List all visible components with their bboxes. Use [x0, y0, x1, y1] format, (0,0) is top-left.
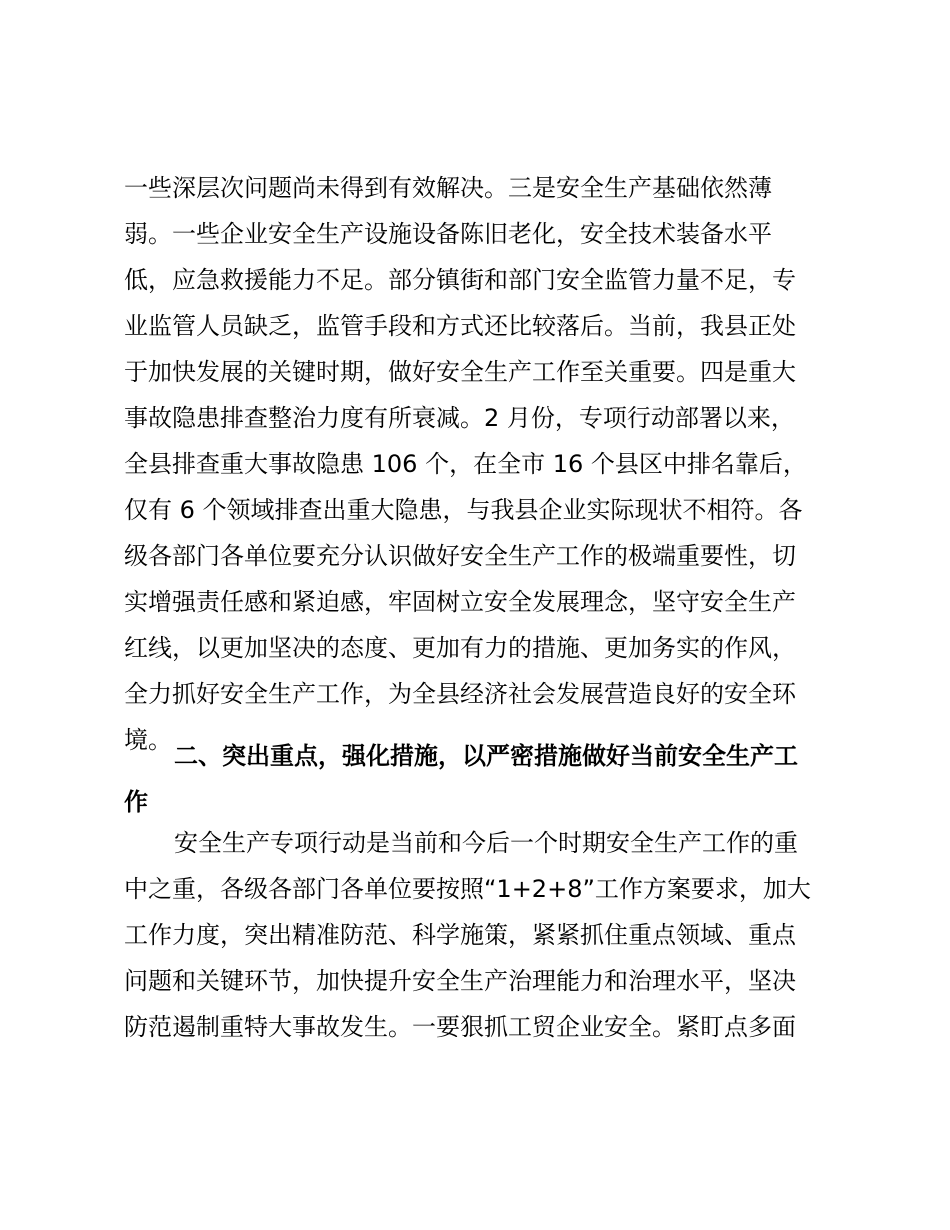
- paragraph-line: 中之重，各级各部门各单位要按照“1+2+8”工作方案要求，加大: [124, 875, 811, 903]
- paragraph-line: 红线，以更加坚决的态度、更加有力的措施、更加务实的作风，: [124, 634, 796, 662]
- paragraph-line: 问题和关键环节，加快提升安全生产治理能力和治理水平，坚决: [124, 967, 796, 995]
- paragraph-line: 安全生产专项行动是当前和今后一个时期安全生产工作的重: [174, 829, 798, 857]
- paragraph-line: 工作力度，突出精准防范、科学施策，紧紧抓住重点领域、重点: [124, 921, 796, 949]
- body-paragraph-2: [124, 820, 824, 1050]
- body-paragraph-1: [124, 165, 824, 763]
- paragraph-line: 于加快发展的关键时期，做好安全生产工作至关重要。四是重大: [124, 358, 796, 386]
- paragraph-line: 业监管人员缺乏，监管手段和方式还比较落后。当前，我县正处: [124, 312, 796, 340]
- paragraph-line: 一些深层次问题尚未得到有效解决。三是安全生产基础依然薄: [124, 174, 772, 202]
- paragraph-line: 级各部门各单位要充分认识做好安全生产工作的极端重要性，切: [124, 542, 796, 570]
- paragraph-line: 防范遏制重特大事故发生。一要狠抓工贸企业安全。紧盯点多面: [124, 1013, 796, 1041]
- paragraph-line: 低，应急救援能力不足。部分镇街和部门安全监管力量不足，专: [124, 266, 796, 294]
- paragraph-line: 事故隐患排查整治力度有所衰减。2 月份，专项行动部署以来，: [124, 404, 795, 432]
- heading-line: 二、突出重点，强化措施，以严密措施做好当前安全生产工: [174, 742, 798, 770]
- paragraph-line: 全县排查重大事故隐患 106 个，在全市 16 个县区中排名靠后，: [124, 450, 807, 478]
- section-heading-2: [124, 733, 824, 825]
- paragraph-line: 仅有 6 个领域排查出重大隐患，与我县企业实际现状不相符。各: [124, 496, 803, 524]
- paragraph-line: 境。: [124, 726, 172, 754]
- paragraph-line: 实增强责任感和紧迫感，牢固树立安全发展理念，坚守安全生产: [124, 588, 796, 616]
- paragraph-line: 全力抓好安全生产工作，为全县经济社会发展营造良好的安全环: [124, 680, 796, 708]
- heading-line: 作: [124, 788, 148, 816]
- paragraph-line: 弱。一些企业安全生产设施设备陈旧老化，安全技术装备水平: [124, 220, 772, 248]
